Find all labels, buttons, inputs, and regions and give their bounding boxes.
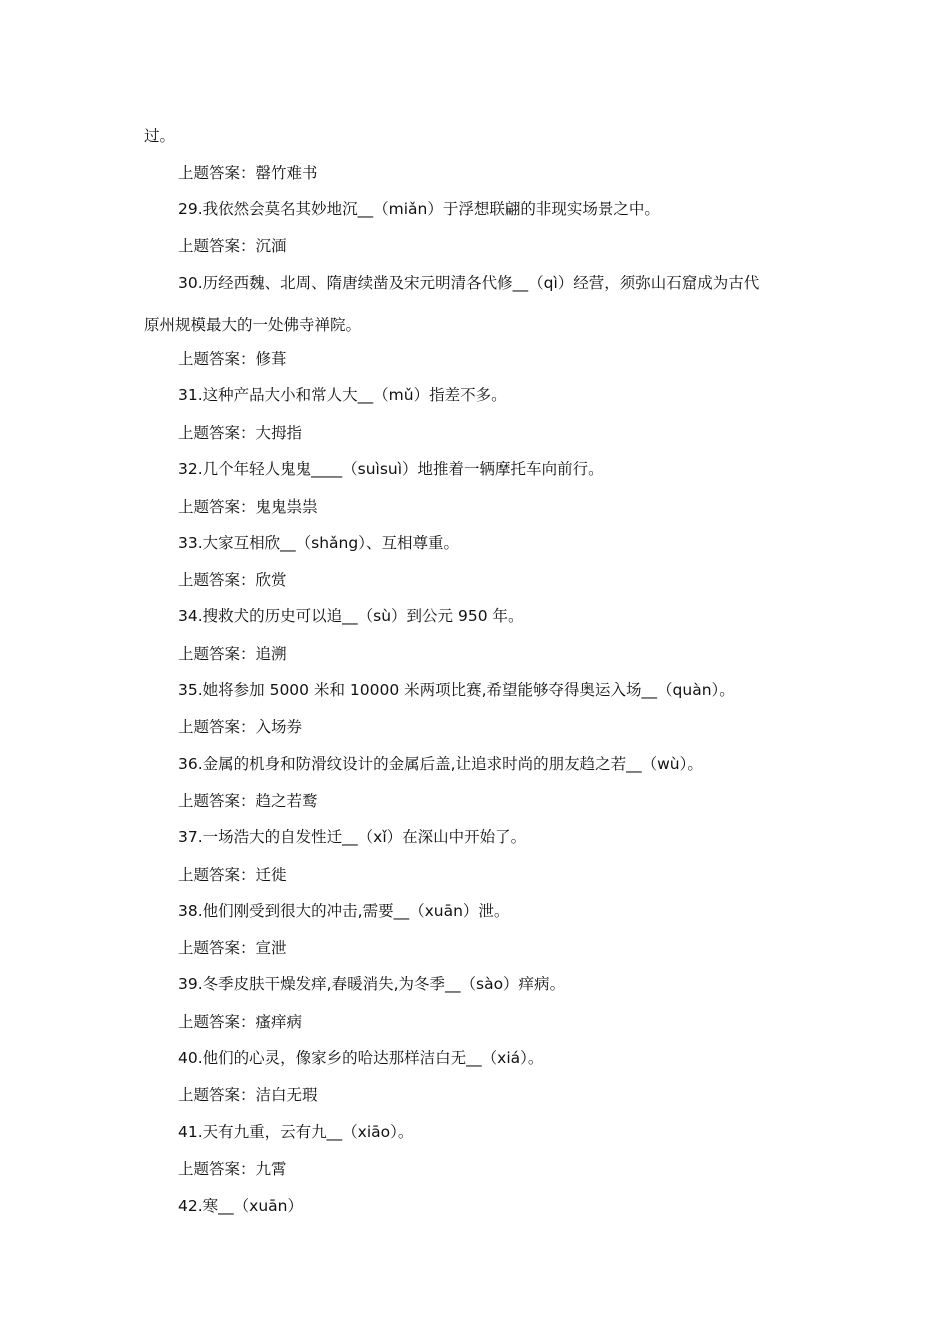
answer-line	[178, 569, 287, 591]
answer-line	[178, 162, 318, 184]
answer-line	[178, 422, 302, 444]
answer-prefix: 上题答案：	[178, 1013, 256, 1031]
answer-prefix: 上题答案：	[178, 792, 256, 810]
answer-line	[178, 864, 287, 886]
answer-prefix: 上题答案：	[178, 1160, 256, 1178]
answer-line	[178, 643, 287, 665]
question-30: 30.历经西魏、北周、隋唐续凿及宋元明清各代修__（qì）经营，须弥山石窟成为古代	[178, 274, 760, 292]
answer-text: 迁徙	[255, 866, 287, 884]
answer-prefix: 上题答案：	[178, 718, 256, 736]
answer-text: 追溯	[255, 645, 287, 663]
answer-text: 大拇指	[255, 424, 303, 442]
answer-line	[178, 496, 318, 518]
question-34: 34.搜救犬的历史可以追__（sù）到公元 950 年。	[178, 607, 524, 625]
answer-text: 沉湎	[255, 237, 287, 255]
answer-prefix: 上题答案：	[178, 1086, 256, 1104]
answer-prefix: 上题答案：	[178, 939, 256, 957]
question-37: 37.一场浩大的自发性迁__（xǐ）在深山中开始了。	[178, 828, 527, 846]
answer-text: 修葺	[255, 350, 287, 368]
answer-text: 洁白无瑕	[255, 1086, 318, 1104]
answer-line	[178, 348, 287, 370]
answer-prefix: 上题答案：	[178, 498, 256, 516]
answer-prefix: 上题答案：	[178, 350, 256, 368]
answer-text: 鬼鬼祟祟	[255, 498, 318, 516]
answer-text: 趋之若鹜	[255, 792, 318, 810]
continuation-text: 过。	[144, 127, 176, 145]
answer-text: 入场券	[255, 718, 303, 736]
answer-line	[178, 790, 318, 812]
answer-text: 欣赏	[255, 571, 287, 589]
answer-text: 九霄	[255, 1160, 287, 1178]
question-31: 31.这种产品大小和常人大__（mǔ）指差不多。	[178, 386, 507, 404]
answer-text: 罄竹难书	[255, 164, 318, 182]
answer-prefix: 上题答案：	[178, 237, 256, 255]
answer-line	[178, 937, 287, 959]
answer-prefix: 上题答案：	[178, 571, 256, 589]
question-42: 42.寒__（xuān）	[178, 1197, 303, 1215]
question-32: 32.几个年轻人鬼鬼____（suìsuì）地推着一辆摩托车向前行。	[178, 460, 604, 478]
question-36: 36.金属的机身和防滑纹设计的金属后盖,让追求时尚的朋友趋之若__（wù）。	[178, 755, 703, 773]
answer-text: 瘙痒病	[255, 1013, 303, 1031]
question-40: 40.他们的心灵，像家乡的哈达那样洁白无__（xiá）。	[178, 1049, 544, 1067]
question-39: 39.冬季皮肤干燥发痒,春暖消失,为冬季__（sào）痒病。	[178, 975, 566, 993]
answer-line	[178, 1158, 287, 1180]
answer-line	[178, 716, 302, 738]
question-33: 33.大家互相欣__（shǎng）、互相尊重。	[178, 534, 459, 552]
question-30-continuation: 原州规模最大的一处佛寺禅院。	[144, 316, 362, 334]
answer-prefix: 上题答案：	[178, 164, 256, 182]
answer-prefix: 上题答案：	[178, 424, 256, 442]
question-35: 35.她将参加 5000 米和 10000 米两项比赛,希望能够夺得奥运入场__（quàn）。	[178, 681, 735, 699]
question-41: 41.天有九重，云有九__（xiāo）。	[178, 1123, 414, 1141]
answer-prefix: 上题答案：	[178, 645, 256, 663]
question-29: 29.我依然会莫名其妙地沉__（miǎn）于浮想联翩的非现实场景之中。	[178, 200, 660, 218]
answer-prefix: 上题答案：	[178, 866, 256, 884]
answer-text: 宣泄	[255, 939, 287, 957]
question-38: 38.他们刚受到很大的冲击,需要__（xuān）泄。	[178, 902, 510, 920]
answer-line	[178, 1011, 302, 1033]
answer-line	[178, 235, 287, 257]
answer-line	[178, 1084, 318, 1106]
